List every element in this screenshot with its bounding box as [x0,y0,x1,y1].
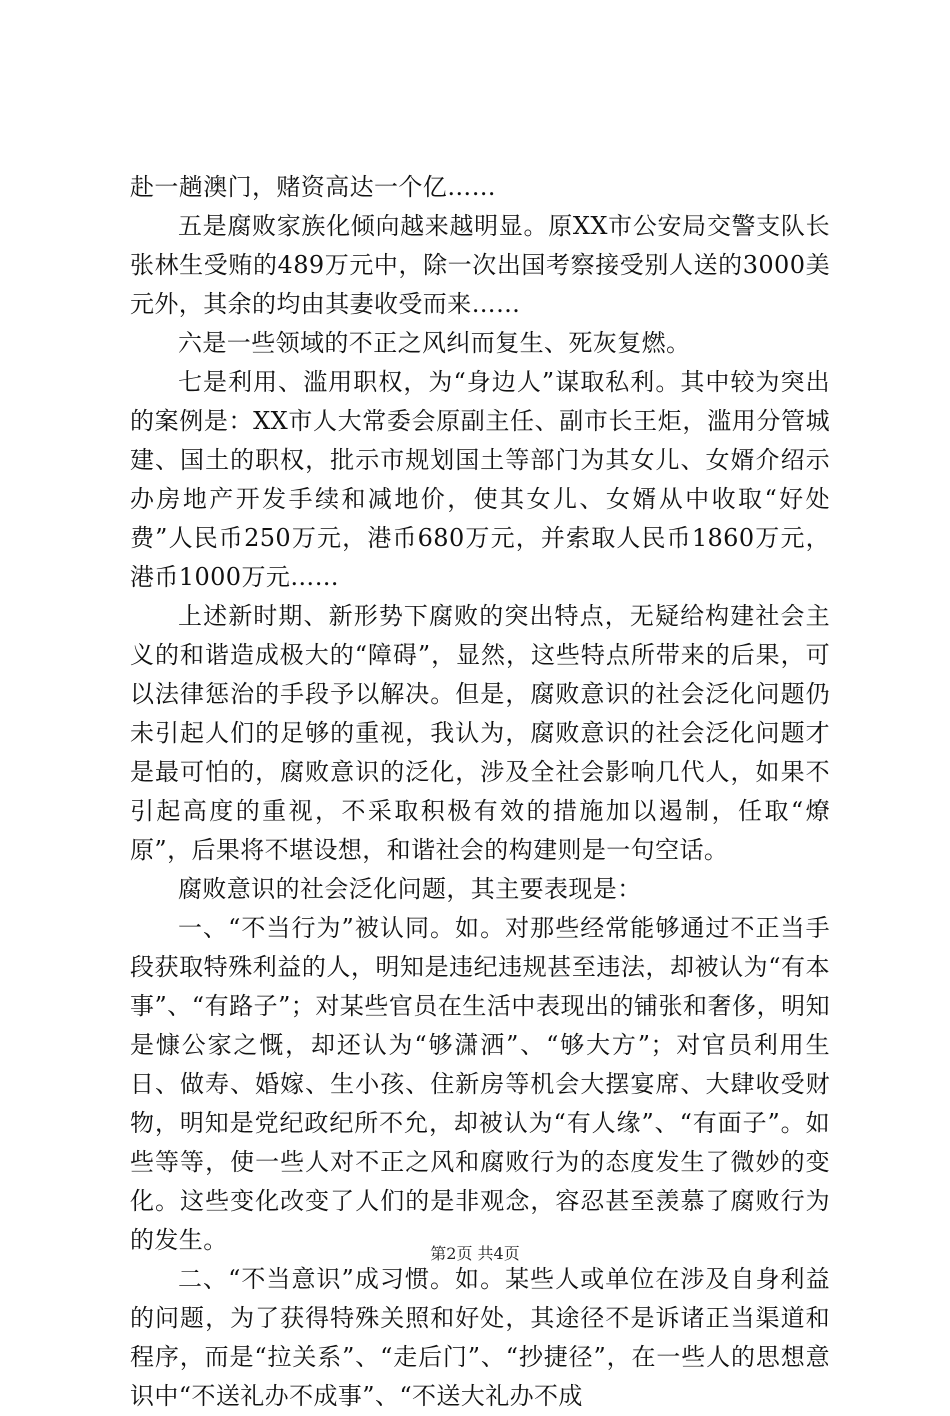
paragraph-point-seven: 七是利用、滥用职权，为“身边人”谋取私利。其中较为突出的案例是：XX市人大常委会原副主任、副市长王炬，滥用分管城建、国土的职权，批示市规划国土等部门为其女儿、女婿介绍示办房地产开发手续和减地价，使其女儿、女婿从中收取“好处费”人民币250万元，港币680万元，并索取人民币1860万元，港币1000万元…… [130,368,830,591]
body-text [130,168,830,1416]
paragraph-summary: 上述新时期、新形势下腐败的突出特点，无疑给构建社会主义的和谐造成极大的“障碍”，显然，这些特点所带来的后果，可以法律惩治的手段予以解决。但是，腐败意识的社会泛化问题仍未引起人们的足够的重视，我认为，腐败意识的社会泛化问题才是最可怕的，腐败意识的泛化，涉及全社会影响几代人，如果不引起高度的重视，不采取积极有效的措施加以遏制，任取“燎原”，后果将不堪设想，和谐社会的构建则是一句空话。 [130,602,830,864]
paragraph-manifestations-intro: 腐败意识的社会泛化问题，其主要表现是： [178,875,642,903]
paragraph-point-six: 六是一些领域的不正之风纠而复生、死灰复燃。 [178,329,691,357]
paragraph-manifestation-two: 二、“不当意识”成习惯。如。某些人或单位在涉及自身利益的问题，为了获得特殊关照和好处，其途径不是诉诸正当渠道和程序，而是“拉关系”、“走后门”、“抄捷径”，在一些人的思想意识中“不送礼办不成事”、“不送大礼办不成 [130,1265,830,1410]
paragraph-manifestation-one: 一、“不当行为”被认同。如。对那些经常能够通过不正当手段获取特殊利益的人，明知是违纪违规甚至违法，却被认为“有本事”、“有路子”；对某些官员在生活中表现出的铺张和奢侈，明知是慷公家之慨，却还认为“够潇洒”、“够大方”；对官员利用生日、做寿、婚嫁、生小孩、住新房等机会大摆宴席、大肆收受财物，明知是党纪政纪所不允，却被认为“有人缘”、“有面子”。如些等等，使一些人对不正之风和腐败行为的态度发生了微妙的变化。这些变化改变了人们的是非观念，容忍甚至羡慕了腐败行为的发生。 [130,914,830,1254]
paragraph-continuation: 赴一趟澳门，赌资高达一个亿…… [130,173,496,201]
paragraph-point-five: 五是腐败家族化倾向越来越明显。原XX市公安局交警支队长张林生受贿的489万元中，除一次出国考察接受别人送的3000美元外，其余的均由其妻收受而来…… [130,212,830,318]
page-number-footer: 第2页 共4页 [430,1244,520,1263]
